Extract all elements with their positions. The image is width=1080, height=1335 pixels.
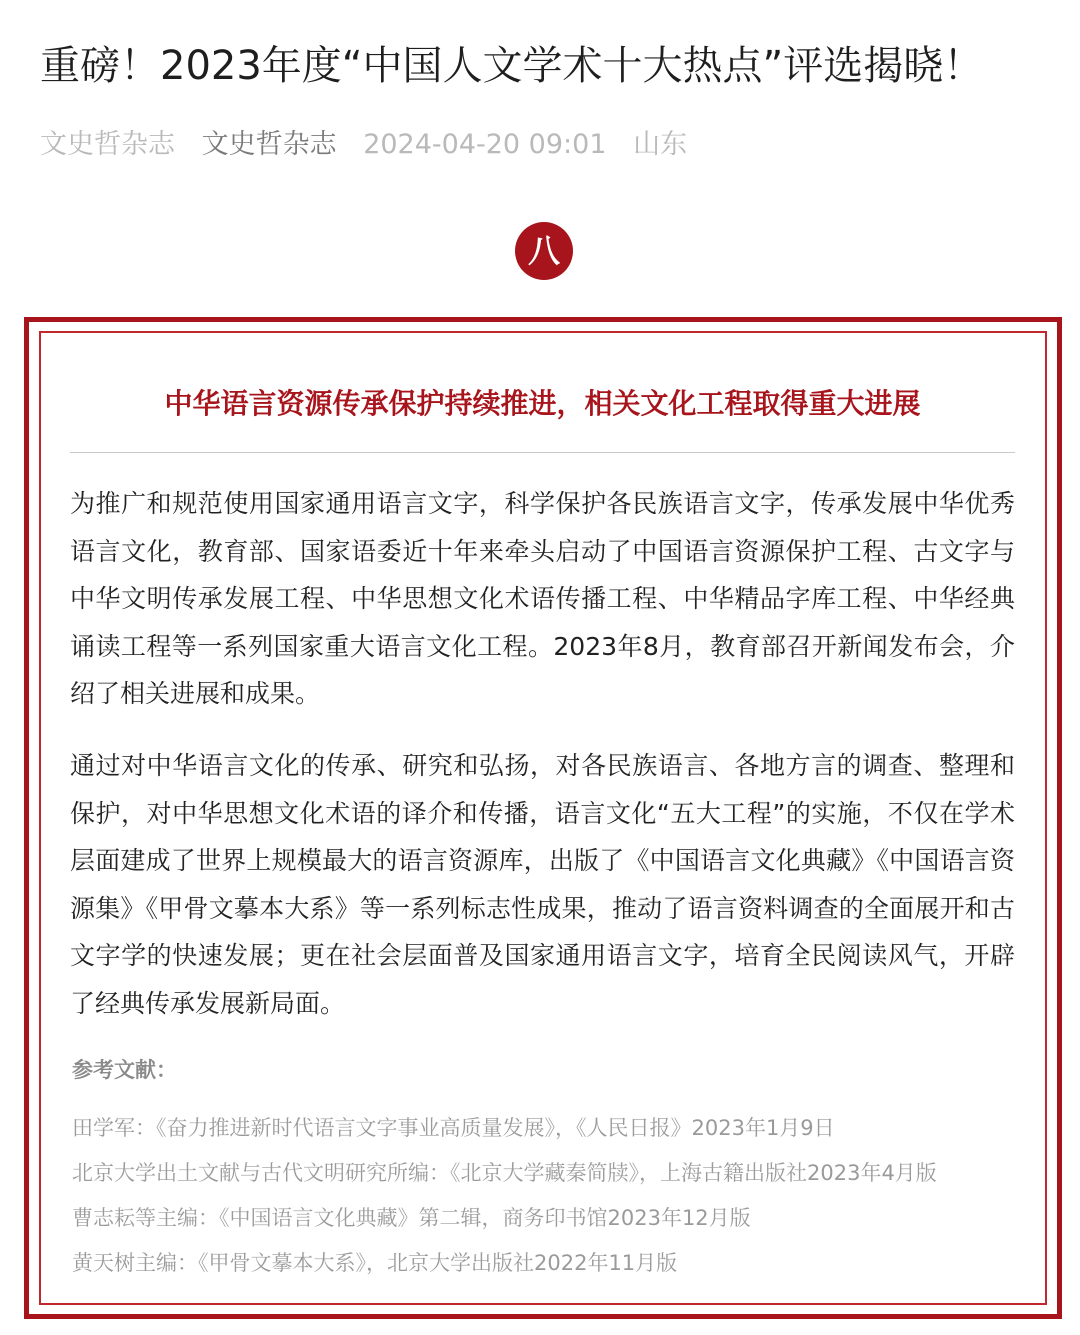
section-number-badge: 八 (515, 222, 573, 280)
reference-item: 曹志耘等主编：《中国语言文化典藏》第二辑，商务印书馆2023年12月版 (72, 1206, 751, 1230)
article-meta (40, 122, 705, 161)
publish-datetime: 2024-04-20 09:01 (363, 129, 607, 160)
publish-location: 山东 (633, 129, 688, 160)
article-title: 重磅！2023年度“中国人文学术十大热点”评选揭晓！ (40, 43, 984, 89)
reference-item: 黄天树主编：《甲骨文摹本大系》，北京大学出版社2022年11月版 (72, 1251, 678, 1275)
body-paragraph: 通过对中华语言文化的传承、研究和弘扬，对各民族语言、各地方言的调查、整理和保护，对中华思想文化术语的译介和传播，语言文化“五大工程”的实施，不仅在学术层面建成了世界上规模最大的语言资源库，出版了《中国语言文化典藏》《中国语言资源集》《甲骨文摹本大系》等一系列标志性成果，推动了语言资料调查的全面展开和古文字学的快速发展；更在社会层面普及国家通用语言文字，培育全民阅读风气，开辟了经典传承发展新局面。 (70, 751, 1015, 1018)
body-paragraph: 为推广和规范使用国家通用语言文字，科学保护各民族语言文字，传承发展中华优秀语言文化，教育部、国家语委近十年来牵头启动了中国语言资源保护工程、古文字与中华文明传承发展工程、中华思想文化术语传播工程、中华精品字库工程、中华经典诵读工程等一系列国家重大语言文化工程。2023年8月，教育部召开新闻发布会，介绍了相关进展和成果。 (70, 489, 1015, 708)
references-list (72, 1106, 1017, 1286)
references-label: 参考文献： (72, 1058, 177, 1082)
heading-divider (70, 452, 1015, 453)
reference-item: 田学军：《奋力推进新时代语言文字事业高质量发展》，《人民日报》2023年1月9日 (72, 1116, 835, 1140)
reference-item: 北京大学出土文献与古代文明研究所编：《北京大学藏秦简牍》，上海古籍出版社2023年4月版 (72, 1161, 937, 1185)
source-name: 文史哲杂志 (40, 129, 175, 160)
author-link[interactable]: 文史哲杂志 (201, 129, 337, 160)
section-heading: 中华语言资源传承保护持续推进，相关文化工程取得重大进展 (164, 387, 921, 420)
